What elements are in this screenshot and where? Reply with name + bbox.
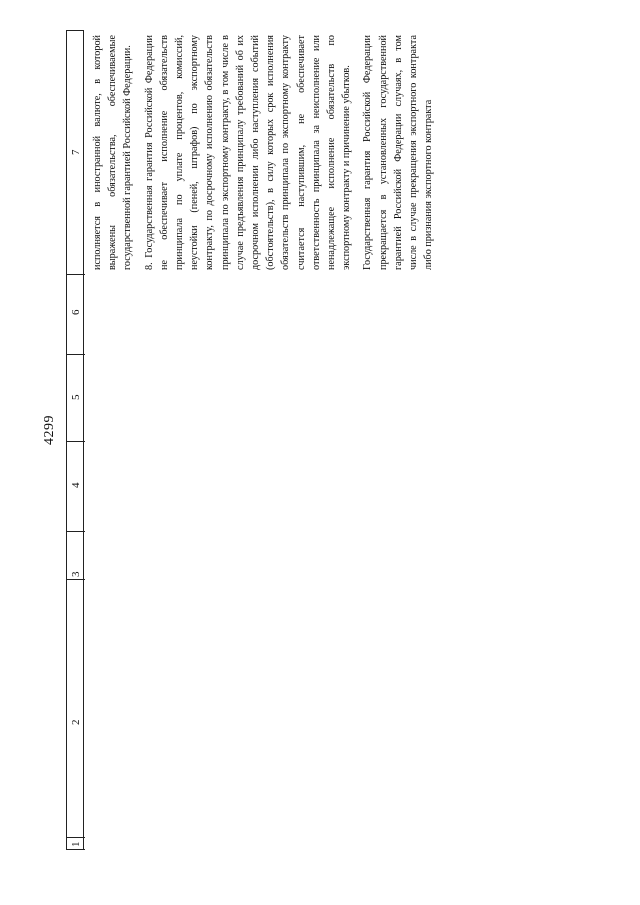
column-number-7: 7 <box>70 149 82 155</box>
column-number-4: 4 <box>70 482 82 488</box>
column-number-6: 6 <box>70 309 82 315</box>
paragraph-3: Государственная гарантия Российской Федерации прекращается в установленных государственной гарантией Российской Федерации случаях, в том числе в случае прекращения экспортного контракта либо признания экспортного контракта <box>362 35 435 270</box>
paragraph-1: исполняется в иностранной валюте, в которой выражены обязательства, обеспечиваемые государственной гарантией Российской Федерации. <box>92 35 134 270</box>
rotated-table <box>66 30 566 850</box>
column-7-text <box>90 35 436 270</box>
page-number: 4299 <box>42 415 57 445</box>
column-number-2: 2 <box>70 719 82 725</box>
table-header-row <box>66 30 84 850</box>
column-number-1: 1 <box>70 841 82 847</box>
column-number-5: 5 <box>70 394 82 400</box>
column-number-3: 3 <box>70 571 82 577</box>
paragraph-2: 8. Государственная гарантия Российской Федерации не обеспечивает исполнение обязательств принципала по уплате процентов, комиссий, неустойки (пеней, штрафов) по экспортному контракту, по досрочному исполнению обязательств принципала по экспортному контракту, в том числе в случае предъявления принципалу требований об их досрочном исполнении либо наступления событий (обстоятельств), в силу которых срок исполнения обязательств принципала по экспортному контракту считается наступившим, не обеспечивает ответственность принципала за неисполнение или ненадлежащее исполнение обязательств по экспортному контракту и причинение убытков. <box>143 35 353 270</box>
